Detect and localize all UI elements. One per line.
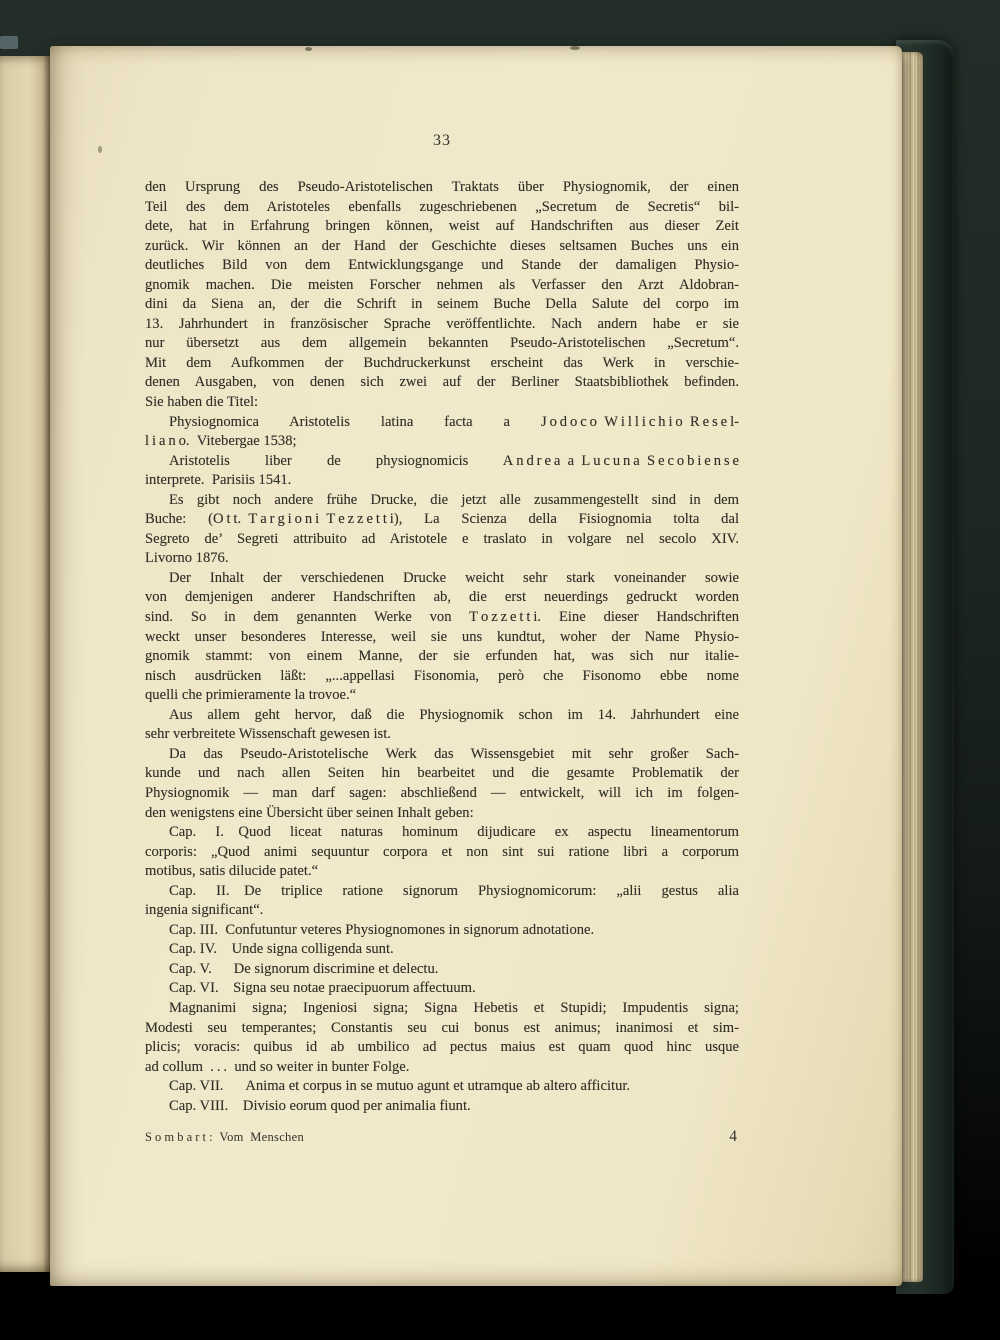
text-block	[145, 178, 739, 1116]
text-line: Cap. VII. Anima et corpus in se mutuo agunt et utramque ab altero afficitur.	[169, 1078, 631, 1095]
text-line: dete, hat in Erfahrung bringen können, weist auf Handschriften aus dieser Zeit	[145, 218, 739, 235]
text-line: dini da Siena an, der die Schrift in seinem Buche Della Salute del corpo im	[145, 296, 739, 313]
text-line: Aristotelis liber de physiognomicis A n d r e a a L u c u n a S e c o b i e n s e	[169, 452, 739, 469]
text-line: sehr verbreitete Wissenschaft gewesen ist.	[145, 726, 391, 743]
page-number: 33	[433, 132, 451, 149]
text-line: Cap. III. Confutuntur veteres Physiognomones in signorum adnotatione.	[169, 921, 595, 938]
text-line: Livorno 1876.	[145, 550, 229, 567]
text-line: Cap. VIII. Divisio eorum quod per animalia fiunt.	[169, 1097, 471, 1114]
text-line: Physiognomik — man darf sagen: abschließend — entwickelt, will ich im folgen-	[145, 784, 739, 801]
text-line: Teil des dem Aristoteles ebenfalls zugeschriebenen „Secretum de Secretis“ bil-	[145, 198, 739, 215]
text-line: Der Inhalt der verschiedenen Drucke weicht sehr stark voneinander sowie	[169, 569, 739, 586]
text-line: l i a n o. Vitebergae 1538;	[145, 433, 297, 450]
text-line: interprete. Parisiis 1541.	[145, 472, 292, 489]
footer-sheet-number: 4	[729, 1128, 737, 1145]
text-line: ad collum . . . und so weiter in bunter Folge.	[145, 1058, 410, 1075]
text-line: Cap. IV. Unde signa colligenda sunt.	[169, 941, 394, 958]
text-line: von demjenigen anderer Handschriften ab, die erst neuerdings gedruckt worden	[145, 589, 739, 606]
facing-page-edge	[0, 56, 52, 1272]
text-line: Modesti seu temperantes; Constantis seu cui bonus est animus; inanimosi et sim-	[145, 1019, 739, 1036]
text-line: den wenigstens eine Übersicht über seinen Inhalt geben:	[145, 804, 474, 821]
text-line: motibus, satis dilucide patet.“	[145, 863, 319, 880]
text-line: sind. So in dem genannten Werke von T o z z e t t i. Eine dieser Handschriften	[145, 609, 739, 626]
text-line: denen Ausgaben, von denen sich zwei auf der Berliner Staatsbibliothek befinden.	[145, 374, 739, 391]
paper-speck	[305, 47, 312, 51]
text-line: zurück. Wir können an der Hand der Geschichte dieses seltsamen Buches uns ein	[145, 237, 739, 254]
text-line: Da das Pseudo-Aristotelische Werk das Wissensgebiet mit sehr großer Sach-	[169, 745, 739, 762]
text-line: Aus allem geht hervor, daß die Physiognomik schon im 14. Jahrhundert eine	[169, 706, 739, 723]
text-line: gnomik stammt: von einem Manne, der sie erfunden hat, was sich nur italie-	[145, 648, 739, 665]
cover-corner-highlight	[0, 36, 18, 49]
text-line: quelli che primieramente la trovoe.“	[145, 687, 357, 704]
text-line: Mit dem Aufkommen der Buchdruckerkunst erscheint das Werk in verschie-	[145, 354, 739, 371]
text-line: gnomik machen. Die meisten Forscher nehmen als Verfasser den Arzt Aldobran-	[145, 276, 739, 293]
footer-signature: S o m b a r t : Vom Menschen	[145, 1130, 305, 1144]
text-line: deutliches Bild von dem Entwicklungsgange und Stande der damaligen Physio-	[145, 257, 739, 274]
text-line: Cap. II. De triplice ratione signorum Physiognomicorum: „alii gestus alia	[169, 882, 739, 899]
text-line: nur übersetzt aus dem allgemein bekannten Pseudo-Aristotelischen „Secretum“.	[145, 335, 739, 352]
text-line: den Ursprung des Pseudo-Aristotelischen Traktats über Physiognomik, der einen	[145, 179, 739, 195]
paper-speck	[98, 146, 102, 153]
scanned-page	[50, 46, 902, 1286]
text-line: Sie haben die Titel:	[145, 394, 259, 411]
page-footer	[145, 1128, 749, 1146]
text-line: Cap. VI. Signa seu notae praecipuorum affectuum.	[169, 980, 476, 997]
text-line: kunde und nach allen Seiten hin bearbeitet und die gesamte Problematik der	[145, 765, 739, 782]
text-line: Cap. V. De signorum discrimine et delectu.	[169, 960, 439, 977]
text-line: Buche: (O t t. T a r g i o n i T e z z e t t i), La Scienza della Fisiognomia tolta dal	[145, 511, 739, 528]
text-line: Physiognomica Aristotelis latina facta a J o d o c o W i l l i c h i o R e s e l-	[169, 413, 739, 430]
text-line: Magnanimi signa; Ingeniosi signa; Signa Hebetis et Stupidi; Impudentis signa;	[169, 999, 739, 1016]
text-line: Es gibt noch andere frühe Drucke, die jetzt alle zusammengestellt sind in dem	[169, 491, 739, 508]
text-line: 13. Jahrhundert in französischer Sprache veröffentlichte. Nach andern habe er sie	[145, 315, 739, 332]
text-line: Cap. I. Quod liceat naturas hominum dijudicare ex aspectu lineamentorum	[169, 824, 739, 841]
text-line: weckt unser besonderes Interesse, weil sie uns kundtut, woher der Name Physio-	[145, 628, 739, 645]
paper-speck	[570, 46, 580, 50]
text-line: plicis; voracis: quibus id ab umbilico ad pectus maius est quam quod hinc usque	[145, 1039, 739, 1056]
text-line: Segreto de’ Segreti attribuito ad Aristotele e traslato in volgare nel secolo XIV.	[145, 530, 739, 547]
text-line: nisch ausdrücken läßt: „...appellasi Fisonomia, però che Fisonomo ebbe nome	[145, 667, 739, 684]
text-line: corporis: „Quod animi sequuntur corpora et non sint sui ratione libri a corporum	[145, 843, 739, 860]
text-line: ingenia significant“.	[145, 902, 264, 919]
